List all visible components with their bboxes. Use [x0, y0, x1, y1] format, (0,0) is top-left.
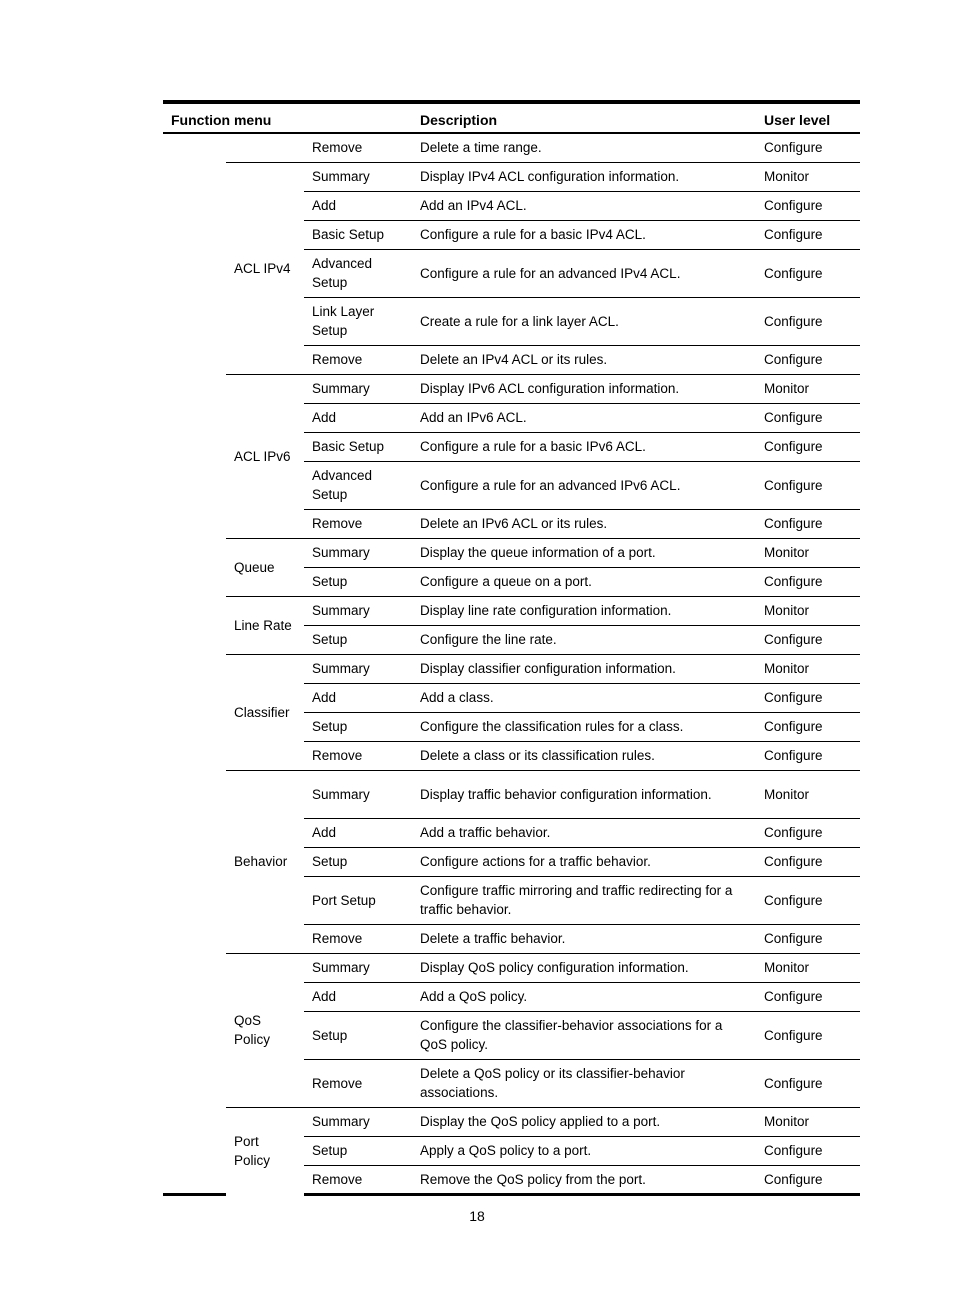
table-row: [163, 133, 860, 162]
user-level-cell: Configure: [756, 461, 860, 509]
submenu-name: Summary: [304, 1107, 412, 1136]
user-level-cell: Monitor: [756, 953, 860, 982]
user-level-cell: Configure: [756, 741, 860, 770]
description-cell: Delete a traffic behavior.: [412, 924, 756, 953]
submenu-name: Add: [304, 982, 412, 1011]
description-cell: Delete an IPv6 ACL or its rules.: [412, 509, 756, 538]
submenu-name: Summary: [304, 538, 412, 567]
table-row: [163, 162, 860, 191]
description-cell: Add a traffic behavior.: [412, 818, 756, 847]
description-cell: Display IPv4 ACL configuration information.: [412, 162, 756, 191]
header-user-level: User level: [756, 102, 860, 133]
submenu-name: Setup: [304, 567, 412, 596]
submenu-name: Setup: [304, 1136, 412, 1165]
submenu-name: Setup: [304, 625, 412, 654]
submenu-name: Basic Setup: [304, 432, 412, 461]
description-cell: Add a class.: [412, 683, 756, 712]
table-row: [163, 596, 860, 625]
description-cell: Create a rule for a link layer ACL.: [412, 297, 756, 345]
user-level-cell: Monitor: [756, 770, 860, 818]
description-cell: Apply a QoS policy to a port.: [412, 1136, 756, 1165]
description-cell: Configure a rule for a basic IPv6 ACL.: [412, 432, 756, 461]
submenu-name: Remove: [304, 1059, 412, 1107]
function-menu-table: [163, 100, 860, 1196]
description-cell: Display the QoS policy applied to a port.: [412, 1107, 756, 1136]
user-level-cell: Configure: [756, 220, 860, 249]
user-level-cell: Configure: [756, 982, 860, 1011]
submenu-name: Summary: [304, 654, 412, 683]
submenu-name: Remove: [304, 1165, 412, 1194]
menu-group-name: [226, 133, 304, 162]
user-level-cell: Monitor: [756, 654, 860, 683]
table-row: [163, 1107, 860, 1136]
submenu-name: Add: [304, 191, 412, 220]
description-cell: Delete a QoS policy or its classifier-behavior associations.: [412, 1059, 756, 1107]
user-level-cell: Monitor: [756, 596, 860, 625]
submenu-name: Setup: [304, 1011, 412, 1059]
table-row: [163, 654, 860, 683]
submenu-name: Add: [304, 403, 412, 432]
user-level-cell: Configure: [756, 249, 860, 297]
user-level-cell: Configure: [756, 345, 860, 374]
description-cell: Display QoS policy configuration information.: [412, 953, 756, 982]
user-level-cell: Monitor: [756, 1107, 860, 1136]
submenu-name: Advanced Setup: [304, 249, 412, 297]
description-cell: Display line rate configuration information.: [412, 596, 756, 625]
description-cell: Configure traffic mirroring and traffic redirecting for a traffic behavior.: [412, 876, 756, 924]
description-cell: Remove the QoS policy from the port.: [412, 1165, 756, 1194]
submenu-name: Summary: [304, 953, 412, 982]
menu-group-name: Line Rate: [226, 596, 304, 654]
description-cell: Delete a class or its classification rules.: [412, 741, 756, 770]
header-description: Description: [412, 102, 756, 133]
menu-group-name: Queue: [226, 538, 304, 596]
description-cell: Configure the line rate.: [412, 625, 756, 654]
submenu-name: Port Setup: [304, 876, 412, 924]
description-cell: Configure the classifier-behavior associations for a QoS policy.: [412, 1011, 756, 1059]
table-header-row: [163, 102, 860, 133]
table-row: [163, 770, 860, 818]
description-cell: Add an IPv6 ACL.: [412, 403, 756, 432]
submenu-name: Link Layer Setup: [304, 297, 412, 345]
submenu-name: Advanced Setup: [304, 461, 412, 509]
table-row: [163, 374, 860, 403]
menu-group-name: ACL IPv4: [226, 162, 304, 374]
submenu-name: Summary: [304, 596, 412, 625]
table-body: [163, 133, 860, 1194]
submenu-name: Setup: [304, 847, 412, 876]
description-cell: Configure the classification rules for a class.: [412, 712, 756, 741]
description-cell: Display the queue information of a port.: [412, 538, 756, 567]
submenu-name: Summary: [304, 162, 412, 191]
user-level-cell: Configure: [764, 140, 823, 156]
menu-group-name: ACL IPv6: [226, 374, 304, 538]
page-number: 18: [469, 1208, 485, 1224]
user-level-cell: Configure: [756, 876, 860, 924]
description-cell: Configure a queue on a port.: [412, 567, 756, 596]
submenu-name: Setup: [304, 712, 412, 741]
user-level-cell: Configure: [756, 924, 860, 953]
submenu-name: Add: [304, 818, 412, 847]
user-level-cell: Configure: [756, 403, 860, 432]
user-level-cell: Configure: [756, 297, 860, 345]
submenu-name: Basic Setup: [304, 220, 412, 249]
user-level-cell: Configure: [756, 509, 860, 538]
table-row: [163, 538, 860, 567]
description-cell: Add a QoS policy.: [412, 982, 756, 1011]
description-cell: Display traffic behavior configuration information.: [412, 770, 756, 818]
submenu-name: Remove: [304, 345, 412, 374]
user-level-cell: Configure: [756, 818, 860, 847]
description-cell: Configure a rule for a basic IPv4 ACL.: [412, 220, 756, 249]
user-level-cell: Configure: [756, 1059, 860, 1107]
menu-group-name: Classifier: [226, 654, 304, 770]
description-cell: Configure a rule for an advanced IPv6 ACL.: [412, 461, 756, 509]
user-level-cell: Configure: [756, 712, 860, 741]
submenu-name: Remove: [304, 509, 412, 538]
description-cell: Add an IPv4 ACL.: [412, 191, 756, 220]
menu-group-name: Behavior: [226, 770, 304, 953]
header-function-menu: Function menu: [163, 102, 412, 133]
description-cell: Display classifier configuration information.: [412, 654, 756, 683]
submenu-name: Remove: [312, 140, 363, 156]
user-level-cell: Configure: [756, 1011, 860, 1059]
user-level-cell: Monitor: [756, 538, 860, 567]
user-level-cell: Configure: [756, 683, 860, 712]
user-level-cell: Configure: [756, 847, 860, 876]
submenu-name: Remove: [304, 741, 412, 770]
description-cell: Delete a time range.: [420, 140, 542, 156]
user-level-cell: Configure: [756, 1136, 860, 1165]
user-level-cell: Configure: [756, 567, 860, 596]
menu-group-name: Port Policy: [226, 1107, 304, 1194]
submenu-name: Add: [304, 683, 412, 712]
user-level-cell: Configure: [756, 1165, 860, 1194]
submenu-name: Summary: [304, 770, 412, 818]
user-level-cell: Configure: [756, 191, 860, 220]
description-cell: Configure actions for a traffic behavior.: [412, 847, 756, 876]
description-cell: Configure a rule for an advanced IPv4 ACL.: [412, 249, 756, 297]
table-row: [163, 953, 860, 982]
user-level-cell: Configure: [756, 432, 860, 461]
user-level-cell: Monitor: [756, 162, 860, 191]
user-level-cell: Monitor: [756, 374, 860, 403]
description-cell: Display IPv6 ACL configuration information.: [412, 374, 756, 403]
submenu-name: Remove: [304, 924, 412, 953]
indent-spacer: [163, 133, 226, 1194]
user-level-cell: Configure: [756, 625, 860, 654]
submenu-name: Summary: [304, 374, 412, 403]
description-cell: Delete an IPv4 ACL or its rules.: [412, 345, 756, 374]
menu-group-name: QoS Policy: [226, 953, 304, 1107]
